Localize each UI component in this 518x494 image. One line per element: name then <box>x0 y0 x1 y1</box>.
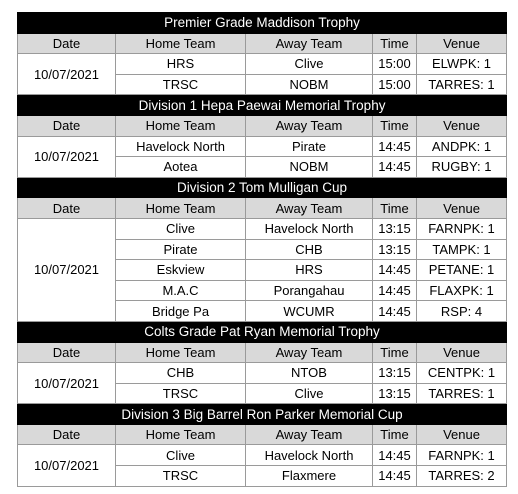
away-team-cell: Havelock North <box>246 445 373 466</box>
away-team-header: Away Team <box>246 424 373 445</box>
away-team-header: Away Team <box>246 198 373 219</box>
home-team-cell: Havelock North <box>116 136 246 157</box>
venue-cell: TARRES: 1 <box>417 383 507 404</box>
venue-cell: FARNPK: 1 <box>417 218 507 239</box>
home-team-cell: Clive <box>116 218 246 239</box>
away-team-cell: CHB <box>246 239 373 260</box>
venue-cell: FARNPK: 1 <box>417 445 507 466</box>
away-team-cell: NTOB <box>246 363 373 384</box>
venue-header: Venue <box>417 33 507 54</box>
venue-cell: ANDPK: 1 <box>417 136 507 157</box>
away-team-header: Away Team <box>246 115 373 136</box>
home-team-header: Home Team <box>116 115 246 136</box>
away-team-cell: NOBM <box>246 157 373 178</box>
away-team-cell: Clive <box>246 54 373 75</box>
time-header: Time <box>373 424 417 445</box>
home-team-cell: Aotea <box>116 157 246 178</box>
time-header: Time <box>373 33 417 54</box>
away-team-cell: Clive <box>246 383 373 404</box>
fixtures-body <box>18 13 507 487</box>
venue-cell: RUGBY: 1 <box>417 157 507 178</box>
section-title: Premier Grade Maddison Trophy <box>18 13 507 34</box>
home-team-cell: TRSC <box>116 383 246 404</box>
kickoff-time-cell: 14:45 <box>373 466 417 487</box>
venue-header: Venue <box>417 424 507 445</box>
fixtures-table <box>17 12 507 487</box>
match-date: 10/07/2021 <box>18 445 116 486</box>
away-team-header: Away Team <box>246 342 373 363</box>
venue-header: Venue <box>417 342 507 363</box>
kickoff-time-cell: 13:15 <box>373 383 417 404</box>
time-header: Time <box>373 115 417 136</box>
kickoff-time-cell: 14:45 <box>373 157 417 178</box>
kickoff-time-cell: 14:45 <box>373 260 417 281</box>
kickoff-time-cell: 13:15 <box>373 363 417 384</box>
home-team-cell: HRS <box>116 54 246 75</box>
away-team-cell: HRS <box>246 260 373 281</box>
home-team-cell: Pirate <box>116 239 246 260</box>
home-team-cell: Bridge Pa <box>116 301 246 322</box>
kickoff-time-cell: 13:15 <box>373 239 417 260</box>
time-header: Time <box>373 198 417 219</box>
kickoff-time-cell: 14:45 <box>373 280 417 301</box>
section-title-row <box>18 321 507 342</box>
date-header: Date <box>18 198 116 219</box>
home-team-cell: M.A.C <box>116 280 246 301</box>
match-date: 10/07/2021 <box>18 136 116 177</box>
match-date: 10/07/2021 <box>18 363 116 404</box>
kickoff-time-cell: 14:45 <box>373 136 417 157</box>
date-header: Date <box>18 342 116 363</box>
section-title-row <box>18 177 507 198</box>
venue-cell: TAMPK: 1 <box>417 239 507 260</box>
section-title: Division 2 Tom Mulligan Cup <box>18 177 507 198</box>
away-team-header: Away Team <box>246 33 373 54</box>
home-team-header: Home Team <box>116 342 246 363</box>
column-header-row <box>18 115 507 136</box>
venue-header: Venue <box>417 198 507 219</box>
venue-cell: CENTPK: 1 <box>417 363 507 384</box>
time-header: Time <box>373 342 417 363</box>
home-team-cell: TRSC <box>116 74 246 95</box>
fixture-row <box>18 136 507 157</box>
venue-cell: RSP: 4 <box>417 301 507 322</box>
date-header: Date <box>18 424 116 445</box>
fixture-row <box>18 445 507 466</box>
column-header-row <box>18 198 507 219</box>
kickoff-time-cell: 14:45 <box>373 301 417 322</box>
match-date: 10/07/2021 <box>18 218 116 321</box>
venue-cell: FLAXPK: 1 <box>417 280 507 301</box>
column-header-row <box>18 33 507 54</box>
fixture-row <box>18 363 507 384</box>
away-team-cell: NOBM <box>246 74 373 95</box>
venue-header: Venue <box>417 115 507 136</box>
fixture-row <box>18 218 507 239</box>
home-team-header: Home Team <box>116 424 246 445</box>
section-title: Division 3 Big Barrel Ron Parker Memorial Cup <box>18 404 507 425</box>
section-title: Colts Grade Pat Ryan Memorial Trophy <box>18 321 507 342</box>
section-title-row <box>18 13 507 34</box>
section-title-row <box>18 404 507 425</box>
section-title: Division 1 Hepa Paewai Memorial Trophy <box>18 95 507 116</box>
kickoff-time-cell: 15:00 <box>373 54 417 75</box>
away-team-cell: WCUMR <box>246 301 373 322</box>
venue-cell: TARRES: 1 <box>417 74 507 95</box>
venue-cell: PETANE: 1 <box>417 260 507 281</box>
away-team-cell: Pirate <box>246 136 373 157</box>
home-team-header: Home Team <box>116 33 246 54</box>
home-team-cell: TRSC <box>116 466 246 487</box>
kickoff-time-cell: 13:15 <box>373 218 417 239</box>
home-team-header: Home Team <box>116 198 246 219</box>
away-team-cell: Porangahau <box>246 280 373 301</box>
away-team-cell: Flaxmere <box>246 466 373 487</box>
column-header-row <box>18 424 507 445</box>
fixture-row <box>18 54 507 75</box>
date-header: Date <box>18 33 116 54</box>
home-team-cell: Clive <box>116 445 246 466</box>
section-title-row <box>18 95 507 116</box>
date-header: Date <box>18 115 116 136</box>
kickoff-time-cell: 15:00 <box>373 74 417 95</box>
venue-cell: TARRES: 2 <box>417 466 507 487</box>
kickoff-time-cell: 14:45 <box>373 445 417 466</box>
home-team-cell: Eskview <box>116 260 246 281</box>
home-team-cell: CHB <box>116 363 246 384</box>
match-date: 10/07/2021 <box>18 54 116 95</box>
column-header-row <box>18 342 507 363</box>
venue-cell: ELWPK: 1 <box>417 54 507 75</box>
away-team-cell: Havelock North <box>246 218 373 239</box>
